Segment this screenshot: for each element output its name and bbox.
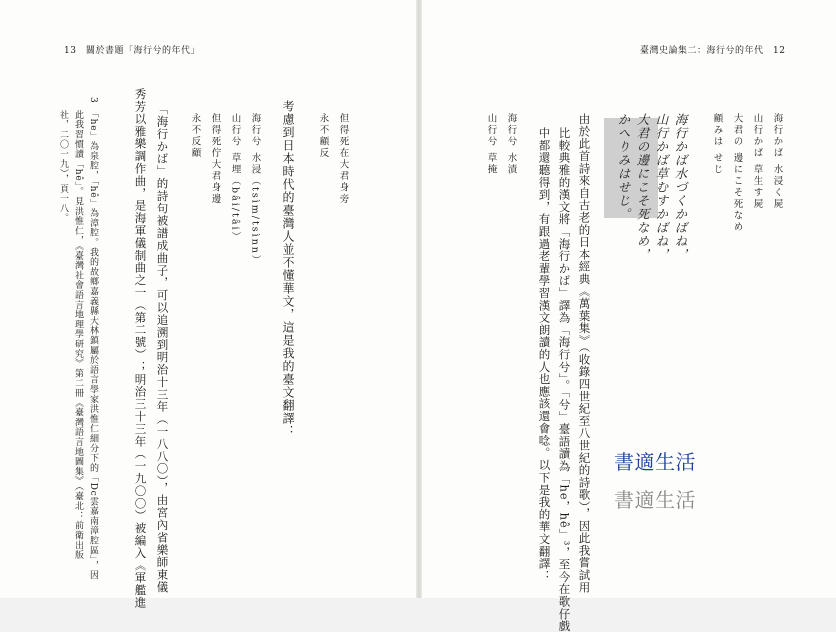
- calligraphy-line-1: 海行かば水づくかばね，: [673, 113, 688, 262]
- calligraphy-line-3: 大君の邊にこそ死なめ，: [635, 113, 650, 262]
- watermark-secondary: 書適生活: [614, 488, 696, 512]
- poem-tw-line-1: 海行兮 水浸（tsìm/tsìnn）: [249, 113, 261, 267]
- calligraphy-line-2: 山行かば草むすかばね，: [654, 113, 669, 262]
- left-page-header: 13 關於書題「海行兮的年代」: [64, 46, 200, 56]
- poem-tw-line-2: 山行兮 草埋（bâi/tâi）: [229, 113, 241, 244]
- poem-jp-line-1: 海行かば 水浸く屍: [771, 113, 783, 211]
- page-gutter: [416, 0, 422, 598]
- body-paragraph-line-5: 秀芳以雅樂調作曲，是海軍儀制曲之一（第二號）；明治三十三年（一九〇〇）被編入《軍艦進: [133, 88, 148, 609]
- body-paragraph-line-3: 中都還聽得到，有跟過老輩學習漢文朗讀的人也應該還會唸。以下是我的華文翻譯：: [537, 127, 552, 583]
- poem-cn-line-1: 海行兮 水漬: [505, 113, 517, 176]
- poem-jp-line-3: 大君の 邊にこそ死なめ: [731, 113, 743, 234]
- body-intro-taiwanese: 考慮到日本時代的臺灣人並不懂華文，這是我的臺文翻譯：: [281, 100, 295, 438]
- footnote-line-3: 社，二〇一九），頁一八。: [58, 110, 68, 224]
- poem-tw-line-4: 永不反顧: [189, 113, 201, 159]
- poem-tw-line-3: 但得死佇大君身邊: [209, 113, 221, 205]
- poem-cn-line-4: 永不顧反: [317, 113, 329, 159]
- footnote-line-2: 此我習慣讀「hê」。見洪惟仁，《臺灣社會語言地理學研究》第二冊《臺灣語言地圖集》（臺北：前衛出版: [73, 110, 83, 561]
- body-paragraph-line-2: 比較典雅的漢文將「海行かば」譯為「海行兮」。「兮」臺語讀為「he，hê」³，至今在歌仔戲: [557, 127, 572, 632]
- poem-cn-line-3: 但得死在大君身旁: [337, 113, 349, 205]
- poem-cn-line-2: 山行兮 草掩: [485, 113, 497, 176]
- right-page-header: 臺灣史論集二：海行兮的年代 12: [640, 46, 786, 56]
- calligraphy-line-4: かへりみはせじ。: [616, 113, 631, 221]
- poem-jp-line-2: 山行かば 草生す屍: [751, 113, 763, 211]
- body-paragraph-line-4: 「海行かば」的詩句被譜成曲子，可以追溯到明治十三年（一八八〇），由宮內省樂師東儀: [155, 103, 170, 594]
- watermark-primary: 書適生活: [614, 450, 696, 474]
- footnote-line-1: 3 「he」為泉腔，「hê」為漳腔。我的故鄉嘉義縣大林鎮屬於語言學家洪惟仁細分下的「Dc雲嘉南漳腔區」，因: [88, 97, 98, 581]
- poem-jp-line-4: 顧みは せじ: [711, 113, 723, 176]
- body-paragraph-line-1: 由於此首詩來自古老的日本經典《萬葉集》（收錄四世紀至八世紀的詩歌），因此我嘗試用: [577, 113, 592, 594]
